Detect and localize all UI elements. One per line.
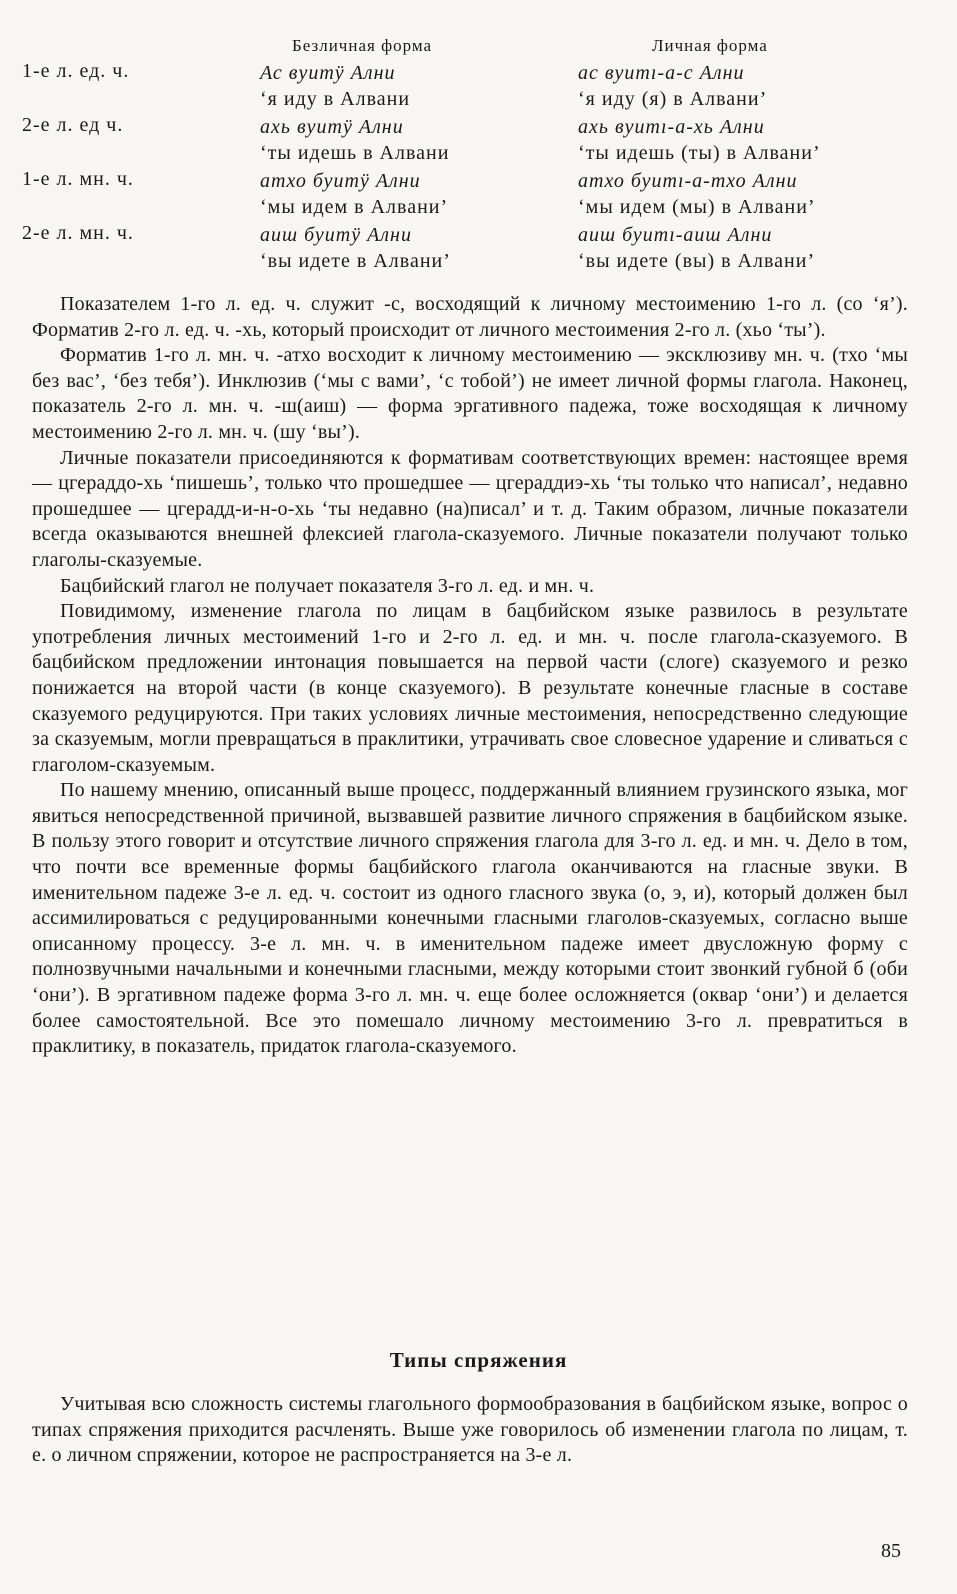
table-header <box>22 32 922 60</box>
paragraph: Показателем 1-го л. ед. ч. служит -с, восходящий к личному местоимению 1-го л. (со ‘я’). Форматив 2-го л. ед. ч. -хь, который происходит от личного местоимения 2-го л. (хьо ‘ты’). <box>32 293 908 341</box>
impersonal-cell <box>260 168 448 220</box>
impersonal-cell <box>260 60 410 112</box>
impersonal-form: атхо буитӱ Ални <box>260 170 421 192</box>
personal-form: ахь вуитı-а-хь Ални <box>578 116 765 138</box>
impersonal-cell <box>260 222 451 274</box>
section-body <box>32 1392 908 1469</box>
personal-gloss: ‘вы идете (вы) в Алвани’ <box>578 250 816 272</box>
header-impersonal: Безличная форма <box>292 36 433 55</box>
table-row <box>22 222 922 276</box>
personal-cell <box>578 114 821 166</box>
personal-cell <box>578 168 816 220</box>
section-heading: Типы спряжения <box>389 1348 568 1372</box>
impersonal-gloss: ‘вы идете в Алвани’ <box>260 250 451 272</box>
personal-gloss: ‘я иду (я) в Алвани’ <box>578 88 768 110</box>
table-row <box>22 60 922 114</box>
page-number: 85 <box>881 1540 901 1562</box>
personal-form: аиш буитı-аиш Ални <box>578 224 773 246</box>
conjugation-table <box>22 32 922 276</box>
paragraph: Форматив 1-го л. мн. ч. -атхо восходит к личному местоимению — эксклюзиву мн. ч. (тхо ‘мы без вас’, ‘без тебя’). Инклюзив (‘мы с вами’, ‘с тобой’) не имеет личной формы глагола. Наконец, показатель 2-го л. мн. ч. -ш(аиш) — форма эргативного падежа, тоже восходящая к личному местоимению 2-го л. мн. ч. (шу ‘вы’). <box>32 344 908 443</box>
paragraph: По нашему мнению, описанный выше процесс, поддержанный влиянием грузинского языка, мог явиться непосредственной причиной, вызвавшей развитие личного спряжения в бацбийском языке. В пользу этого говорит и отсутствие личного спряжения глагола для 3-го л. ед. и мн. ч. Дело в том, что почти все временные формы бацбийского глагола оканчиваются на гласные звуки. В именительном падеже 3-е л. ед. ч. состоит из одного гласного звука (о, э, и), который должен был ассимилироваться с редуцированными конечными гласными глаголов-сказуемых, согласно выше описанному процессу. 3-е л. мн. ч. в именительном падеже имеет двусложную форму с полнозвучными начальными и конечными гласными, между которыми стоит звонкий губной б (оби ‘они’). В эргативном падеже форма 3-го л. мн. ч. еще более осложняется (оквар ‘они’) и делается более самостоятельной. Все это помешало личному местоимению 3-го л. превратиться в праклитику, в показатель, придаток глагола-сказуемого. <box>32 779 908 1058</box>
impersonal-cell <box>260 114 449 166</box>
personal-cell <box>578 222 815 274</box>
personal-form: ас вуитı-а-с Ални <box>578 62 745 84</box>
table-row <box>22 168 922 222</box>
paragraph: Повидимому, изменение глагола по лицам в бацбийском языке развилось в результате употребления личных местоимений 1-го и 2-го л. ед. и мн. ч. после глагола-сказуемого. В бацбийском предложении интонация повышается на первой части (слоге) сказуемого и резко понижается на второй части (в конце сказуемого). В результате конечные гласные в составе сказуемого редуцируются. При таких условиях личные местоимения, непосредственно следующие за сказуемым, могли превращаться в праклитики, утрачивать свое словесное ударение и сливаться с глаголом-сказуемым. <box>32 600 908 776</box>
paragraph: Учитывая всю сложность системы глагольного формообразования в бацбийском языке, вопрос о типах спряжения приходится расчленять. Выше уже говорилось об изменении глагола по лицам, т. е. о личном спряжении, которое не распространяется на 3-е л. <box>32 1393 908 1467</box>
impersonal-form: Ас вуитӱ Ални <box>260 62 396 84</box>
row-label: 2-е л. мн. ч. <box>22 222 134 244</box>
personal-gloss: ‘ты идешь (ты) в Алвани’ <box>578 142 821 164</box>
impersonal-gloss: ‘ты идешь в Алвани <box>260 142 450 164</box>
paragraph: Бацбийский глагол не получает показателя 3-го л. ед. и мн. ч. <box>60 574 595 597</box>
row-label: 2-е л. ед ч. <box>22 114 124 136</box>
impersonal-form: аиш буитӱ Ални <box>260 224 412 246</box>
impersonal-gloss: ‘мы идем в Алвани’ <box>260 196 449 218</box>
impersonal-gloss: ‘я иду в Алвани <box>260 88 411 110</box>
personal-cell <box>578 60 767 112</box>
paragraph: Личные показатели присоединяются к формативам соответствующих времен: настоящее время — цгераддо-хь ‘пишешь’, только что прошедшее — цгераддиэ-хь ‘ты только что написал’, недавно прошедшее — цгерадд-и-н-о-хь ‘ты недавно (на)писал’ и т. д. Таким образом, личные показатели всегда оказываются внешней флексией глагола-сказуемого. Личные показатели получают только глаголы-сказуемые. <box>32 446 908 571</box>
body-text <box>32 292 908 1060</box>
personal-gloss: ‘мы идем (мы) в Алвани’ <box>578 196 816 218</box>
table-row <box>22 114 922 168</box>
header-personal: Личная форма <box>652 36 768 55</box>
personal-form: атхо буитı-а-тхо Ални <box>578 170 798 192</box>
impersonal-form: ахь вуитӱ Ални <box>260 116 404 138</box>
row-label: 1-е л. ед. ч. <box>22 60 130 82</box>
row-label: 1-е л. мн. ч. <box>22 168 134 190</box>
